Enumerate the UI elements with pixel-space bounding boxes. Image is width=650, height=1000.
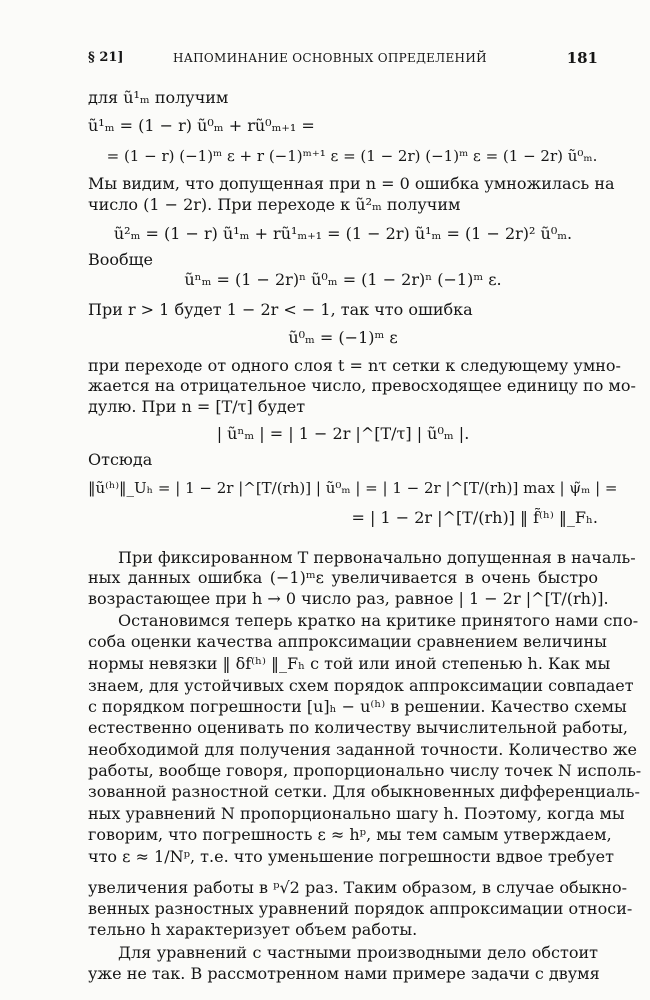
formula-line: = | 1 − 2r |^[T/(rh)] ‖ f̃⁽ʰ⁾ ‖_Fₕ. [351, 508, 598, 527]
text-line: соба оценки качества аппроксимации сравнением величины [88, 632, 607, 651]
text-line: для ũ¹ₘ получим [88, 88, 229, 107]
text-line: зованной разностной сетки. Для обыкновенных дифференциаль- [88, 782, 640, 801]
text-line: при переходе от одного слоя t = nτ сетки к следующему умно- [88, 356, 621, 375]
text-line: уже не так. В рассмотренном нами примере задачи с двумя [88, 964, 600, 983]
formula-line: ũ¹ₘ = (1 − r) ũ⁰ₘ + rũ⁰ₘ₊₁ = [88, 116, 315, 135]
text-line: При r > 1 будет 1 − 2r < − 1, так что ошибка [88, 300, 473, 319]
formula-line: ũ²ₘ = (1 − r) ũ¹ₘ + rũ¹ₘ₊₁ = (1 − 2r) ũ¹ₘ = (1 − 2r)² ũ⁰ₘ. [113, 224, 573, 243]
text-line: При фиксированном T первоначально допущенная в началь- [118, 548, 636, 567]
text-line: дулю. При n = [T/τ] будет [88, 397, 306, 416]
text-line: с порядком погрешности [u]ₕ − u⁽ʰ⁾ в решении. Качество схемы [88, 697, 627, 716]
section-number: § 21] [88, 50, 124, 65]
text-line: Вообще [88, 250, 153, 269]
text-line: говорим, что погрешность ε ≈ hᵖ, мы тем самым утверждаем, [88, 825, 612, 844]
text-line: что ε ≈ 1/Nᵖ, т.е. что уменьшение погрешности вдвое требует [88, 847, 614, 866]
text-line: увеличения работы в ᵖ√2 раз. Таким образом, в случае обыкно- [88, 878, 628, 897]
text-line: нормы невязки ‖ δf⁽ʰ⁾ ‖_Fₕ с той или иной степенью h. Как мы [88, 654, 611, 673]
text-line: жается на отрицательное число, превосходящее единицу по мо- [88, 376, 636, 395]
text-line: число (1 − 2r). При переходе к ũ²ₘ получим [88, 195, 461, 214]
formula-line: = (1 − r) (−1)ᵐ ε + r (−1)ᵐ⁺¹ ε = (1 − 2r) (−1)ᵐ ε = (1 − 2r) ũ⁰ₘ. [106, 147, 598, 165]
text-line: ных уравнений N пропорционально шагу h. Поэтому, когда мы [88, 804, 625, 823]
text-line: знаем, для устойчивых схем порядок аппроксимации совпадает [88, 676, 634, 695]
text-line: Для уравнений с частными производными дело обстоит [118, 943, 598, 962]
page-number: 181 [566, 49, 598, 67]
text-line: Отсюда [88, 450, 153, 469]
text-line: работы, вообще говоря, пропорционально числу точек N исполь- [88, 761, 642, 780]
text-line: необходимой для получения заданной точности. Количество же [88, 740, 638, 759]
formula-line: ‖ũ⁽ʰ⁾‖_Uₕ = | 1 − 2r |^[T/(rh)] | ũ⁰ₘ | = | 1 − 2r |^[T/(rh)] max | ψ̃ₘ | = [88, 479, 618, 497]
text-line: Мы видим, что допущенная при n = 0 ошибка умножилась на [88, 174, 615, 193]
text-line: венных разностных уравнений порядок аппроксимации относи- [88, 899, 633, 918]
text-line: тельно h характеризует объем работы. [88, 920, 418, 939]
text-line: Остановимся теперь кратко на критике принятого нами спо- [118, 611, 639, 630]
running-title: НАПОМИНАНИЕ ОСНОВНЫХ ОПРЕДЕЛЕНИЙ [173, 51, 487, 65]
formula-line: | ũⁿₘ | = | 1 − 2r |^[T/τ] | ũ⁰ₘ |. [216, 424, 470, 443]
text-line: ных данных ошибка (−1)ᵐε увеличивается в очень быстро [88, 568, 598, 587]
text-line: естественно оценивать по количеству вычислительной работы, [88, 718, 628, 737]
running-header [88, 50, 598, 72]
text-line: возрастающее при h → 0 число раз, равное | 1 − 2r |^[T/(rh)]. [88, 589, 609, 608]
formula-line: ũ⁰ₘ = (−1)ᵐ ε [288, 328, 398, 347]
formula-line: ũⁿₘ = (1 − 2r)ⁿ ũ⁰ₘ = (1 − 2r)ⁿ (−1)ᵐ ε. [184, 270, 502, 289]
